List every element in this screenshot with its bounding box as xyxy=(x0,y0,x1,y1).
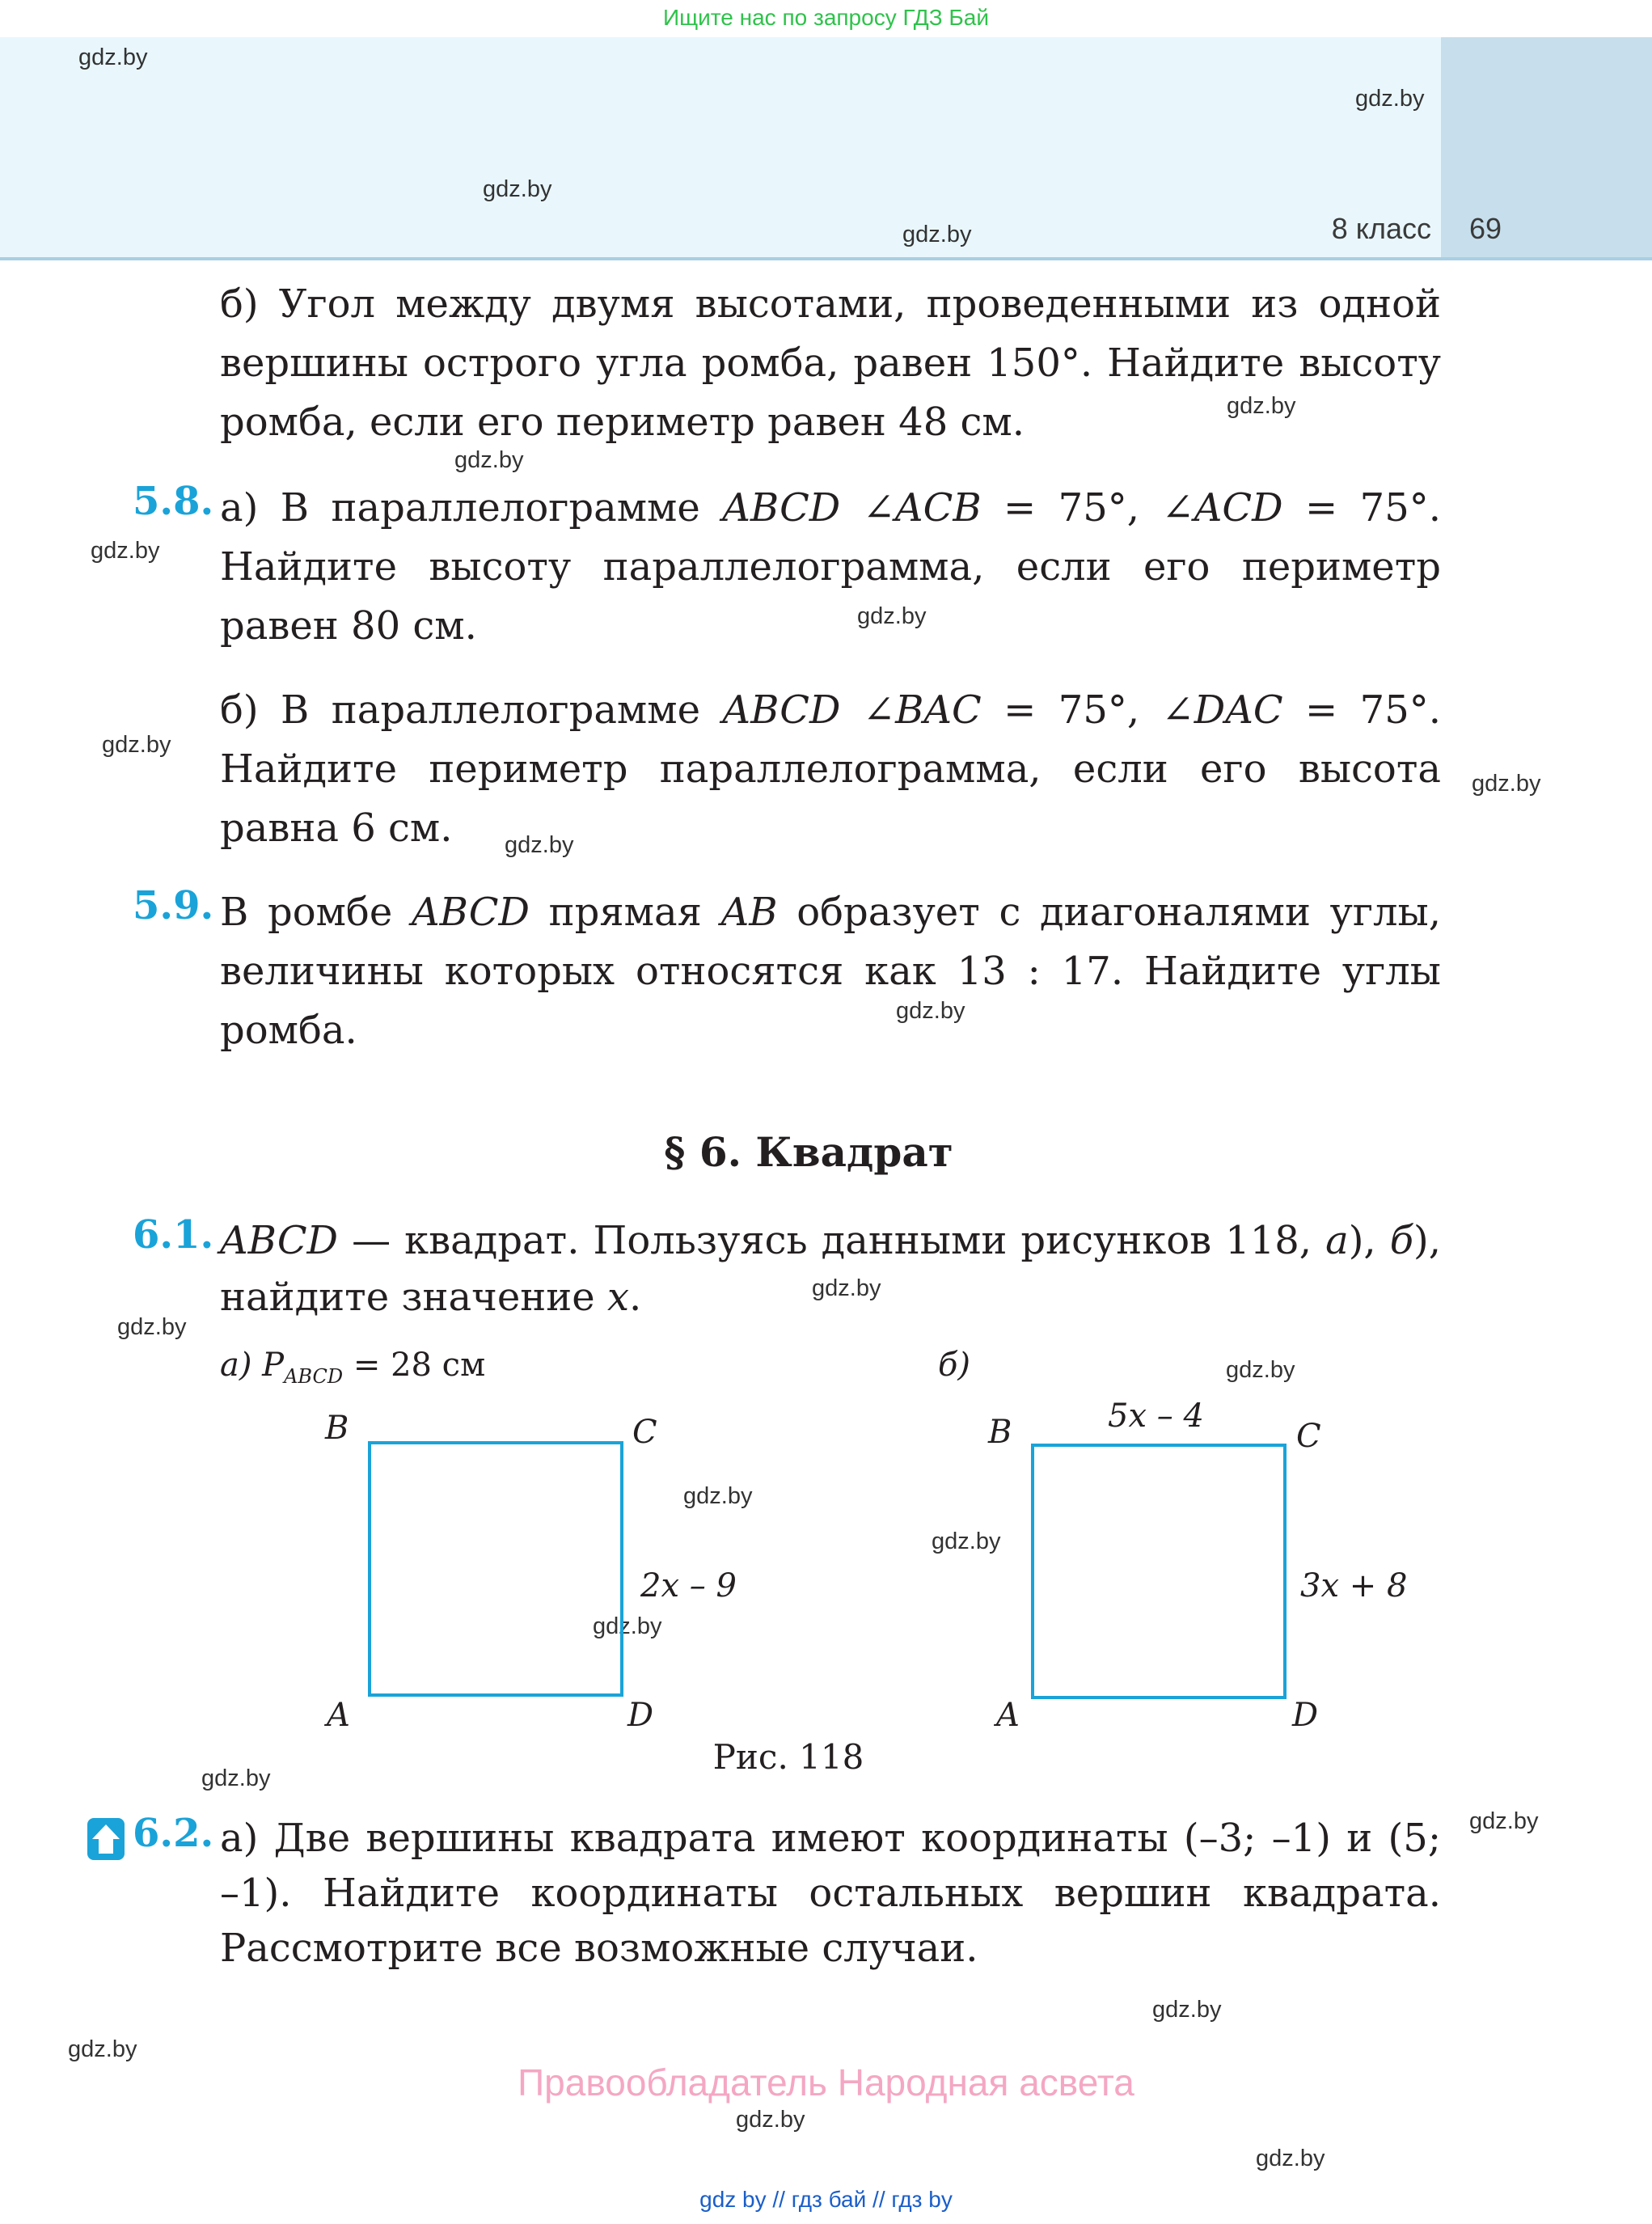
figure-a-label: а) $P_{ABCD} = 28$ см xyxy=(220,1347,486,1388)
watermark: gdz.by xyxy=(102,732,171,758)
watermark: gdz.by xyxy=(117,1314,187,1340)
problem-6-2-number: 6.2. xyxy=(133,1811,214,1856)
problem-5-9-text: В ромбе ABCD прямая AB образует с диагоналями углы, величины которых относятся как 13 : 17. Найдите углы ромба. xyxy=(220,890,1441,1053)
page-number: 69 xyxy=(1468,212,1502,245)
watermark: gdz.by xyxy=(593,1613,662,1639)
watermark: gdz.by xyxy=(812,1275,881,1301)
problem-5-7b-text: б) Угол между двумя высотами, проведенными из одной вершины острого угла ромба, равен 150°. Найдите высоту ромба, если его периметр равен 48 см. xyxy=(220,281,1441,445)
side-length-label: 2x – 9 xyxy=(640,1567,737,1605)
watermark: gdz.by xyxy=(736,2107,805,2133)
figure-caption: Рис. 118 xyxy=(712,1737,864,1777)
problem-5-8b-text: б) В параллелограмме ABCD ∠BAC = 75°, ∠DAC = 75°. Найдите периметр параллелограмма, если его высота равна 6 см. xyxy=(220,687,1441,851)
top-banner: Ищите нас по запросу ГДЗ Бай xyxy=(662,5,990,30)
vertex-c-label: C xyxy=(632,1414,657,1451)
vertex-a-label: A xyxy=(996,1697,1020,1734)
top-side-label: 5x – 4 xyxy=(1108,1397,1204,1435)
square-b xyxy=(1031,1444,1287,1699)
watermark: gdz.by xyxy=(1355,86,1425,112)
vertex-b-label: B xyxy=(325,1410,349,1447)
watermark: gdz.by xyxy=(1152,1997,1222,2023)
watermark: gdz.by xyxy=(857,603,927,629)
watermark: gdz.by xyxy=(1227,393,1296,419)
section-title: § 6. Квадрат xyxy=(664,1128,953,1176)
watermark: gdz.by xyxy=(683,1483,753,1509)
watermark: gdz.by xyxy=(505,832,574,858)
watermark: gdz.by xyxy=(1469,1808,1539,1834)
watermark: gdz.by xyxy=(1256,2146,1325,2171)
header-band xyxy=(0,37,1441,259)
watermark: gdz.by xyxy=(896,998,965,1024)
vertex-d-label: D xyxy=(1292,1697,1319,1734)
watermark: gdz.by xyxy=(78,44,148,70)
problem-6-1-number: 6.1. xyxy=(133,1212,214,1258)
watermark: gdz.by xyxy=(201,1765,271,1791)
footer-links[interactable]: gdz by // гдз бай // гдз by xyxy=(699,2187,953,2212)
watermark: gdz.by xyxy=(483,176,552,202)
side-length-label: 3x + 8 xyxy=(1300,1567,1408,1605)
problem-5-8-number: 5.8. xyxy=(133,479,214,524)
problem-6-2-text: а) Две вершины квадрата имеют координаты (–3; –1) и (5; –1). Найдите координаты остальных вершин квадрата. Рассмотрите все возможные случаи. xyxy=(220,1816,1441,1971)
figure-b-label: б) xyxy=(938,1347,971,1384)
watermark: gdz.by xyxy=(1472,771,1541,797)
watermark: gdz.by xyxy=(454,447,524,473)
vertex-b-label: B xyxy=(988,1414,1012,1451)
vertex-c-label: C xyxy=(1296,1418,1321,1455)
watermark: gdz.by xyxy=(932,1528,1001,1554)
problem-5-9-number: 5.9. xyxy=(133,883,214,928)
watermark: gdz.by xyxy=(68,2036,137,2062)
grade-label: 8 класс xyxy=(1331,212,1431,245)
watermark: gdz.by xyxy=(902,222,972,247)
publisher-note: Правообладатель Народная асвета xyxy=(518,2061,1134,2103)
watermark: gdz.by xyxy=(1226,1357,1295,1383)
header-rule xyxy=(0,257,1652,260)
problem-5-8a-text: а) В параллелограмме ABCD ∠ACB = 75°, ∠ACD = 75°. Найдите высоту параллелограмма, если его периметр равен 80 см. xyxy=(220,485,1441,649)
watermark: gdz.by xyxy=(91,538,160,564)
home-icon xyxy=(87,1818,125,1860)
vertex-a-label: A xyxy=(327,1697,350,1734)
square-a xyxy=(368,1441,623,1697)
problem-6-1-text: ABCD — квадрат. Пользуясь данными рисунков 118, а), б), найдите значение x. xyxy=(220,1218,1442,1320)
vertex-d-label: D xyxy=(627,1697,654,1734)
